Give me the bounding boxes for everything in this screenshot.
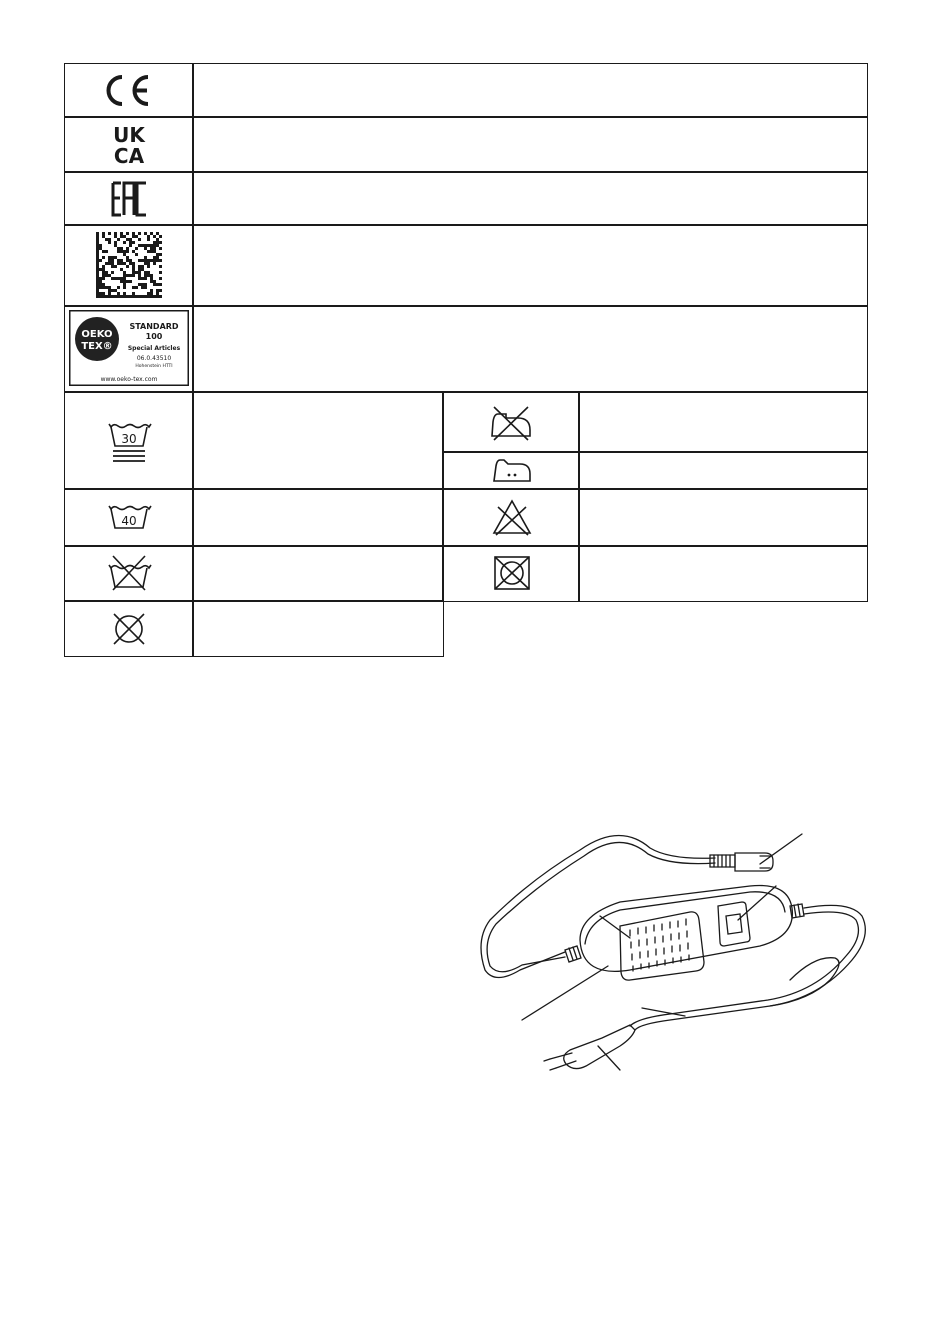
ce-text-cell <box>192 63 868 118</box>
do-not-dry-clean-icon <box>109 609 149 649</box>
eac-text-cell <box>192 171 868 226</box>
heating-controller-cord-illustration <box>470 820 890 1080</box>
no-wash-text-cell <box>192 545 444 602</box>
no-tumble-dry-text-cell <box>578 545 868 602</box>
ukca-mark-icon <box>64 116 194 173</box>
svg-text:06.0.43510: 06.0.43510 <box>136 355 172 362</box>
datamatrix-text-cell <box>192 224 868 307</box>
no-bleach-text-cell <box>578 488 868 547</box>
wash-40-text-cell <box>192 488 444 547</box>
wash-30-very-gentle-icon <box>104 418 154 466</box>
no-dry-clean-text-cell <box>192 600 444 657</box>
svg-text:TEX®: TEX® <box>81 341 113 352</box>
do-not-wash-icon <box>104 553 154 593</box>
no-iron-text-cell <box>578 391 868 453</box>
wash-30-text-cell <box>192 391 444 490</box>
ce-mark-icon <box>64 63 194 118</box>
svg-text:OEKO: OEKO <box>81 329 113 340</box>
do-not-bleach-icon <box>490 497 534 537</box>
svg-text:CA: CA <box>113 144 145 168</box>
svg-text:UK: UK <box>113 123 145 147</box>
iron-text-cell <box>578 451 868 490</box>
iron-medium-icon <box>488 456 534 486</box>
datamatrix-code-icon <box>96 232 162 298</box>
svg-text:STANDARD: STANDARD <box>129 322 179 331</box>
eac-mark-icon <box>64 171 194 226</box>
svg-text:100: 100 <box>145 332 163 341</box>
svg-text:Hohenstein HTTI: Hohenstein HTTI <box>135 364 173 369</box>
ukca-text-cell <box>192 116 868 173</box>
oeko-tex-label-icon <box>69 310 189 386</box>
svg-text:40: 40 <box>121 514 137 528</box>
oeko-tex-text-cell <box>192 305 868 393</box>
svg-text:www.oeko-tex.com: www.oeko-tex.com <box>100 376 158 383</box>
svg-text:30: 30 <box>121 432 137 446</box>
do-not-tumble-dry-icon <box>492 554 532 592</box>
svg-text:Special Articles: Special Articles <box>127 345 181 352</box>
wash-40-icon <box>104 500 154 534</box>
do-not-iron-icon <box>488 404 534 442</box>
